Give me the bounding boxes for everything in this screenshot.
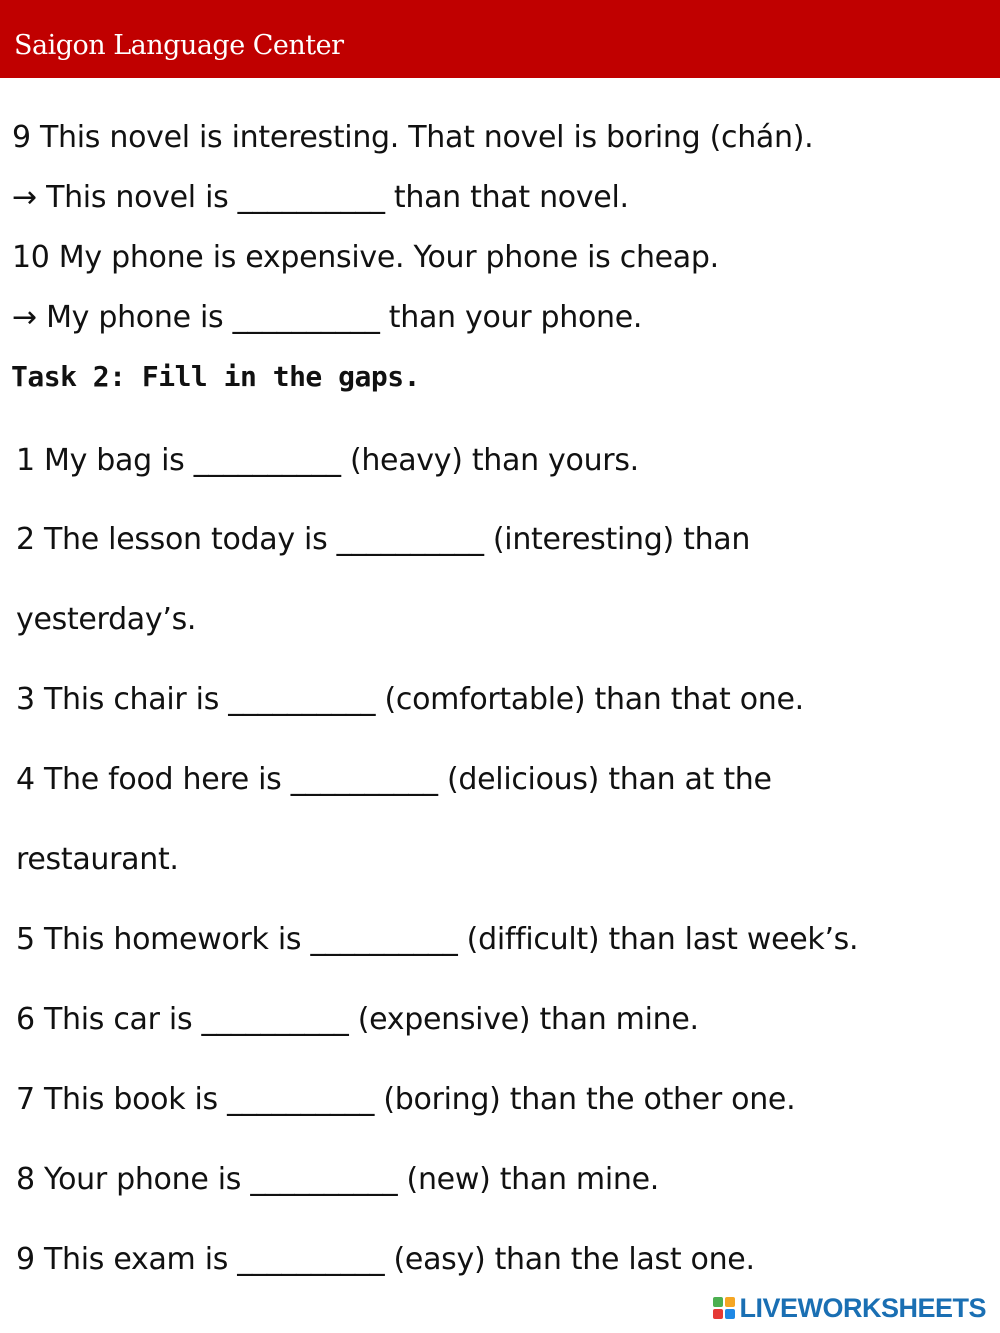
- task2-item-5: 5 This homework is __________ (difficult) than last week’s.: [16, 922, 859, 957]
- task1-line-10: 10 My phone is expensive. Your phone is cheap.: [12, 240, 719, 275]
- liveworksheets-logo-text: LIVEWORKSHEETS: [739, 1292, 986, 1323]
- task1-answer-10: → My phone is __________ than your phone.: [12, 300, 643, 335]
- liveworksheets-logo-icon: [713, 1297, 735, 1319]
- header-title: Saigon Language Center: [14, 30, 344, 61]
- header-bar: [0, 0, 1000, 78]
- liveworksheets-logo[interactable]: [713, 1291, 986, 1325]
- task2-item-6: 6 This car is __________ (expensive) than mine.: [16, 1002, 699, 1037]
- task2-item-3: 3 This chair is __________ (comfortable) than that one.: [16, 682, 804, 717]
- task2-item-1: 1 My bag is __________ (heavy) than yours.: [16, 443, 639, 478]
- task2-item-7: 7 This book is __________ (boring) than the other one.: [16, 1082, 796, 1117]
- task2-heading: Task 2: Fill in the gaps.: [11, 360, 420, 393]
- task2-item-4-cont: restaurant.: [16, 842, 179, 877]
- task2-item-9: 9 This exam is __________ (easy) than the last one.: [16, 1242, 755, 1277]
- task2-item-4: 4 The food here is __________ (delicious) than at the: [16, 762, 772, 797]
- task1-line-9: 9 This novel is interesting. That novel is boring (chán).: [12, 120, 814, 155]
- task2-item-8: 8 Your phone is __________ (new) than mine.: [16, 1162, 659, 1197]
- task2-item-2: 2 The lesson today is __________ (interesting) than: [16, 522, 751, 557]
- task1-answer-9: → This novel is __________ than that novel.: [12, 180, 629, 215]
- task2-item-2-cont: yesterday’s.: [16, 602, 197, 637]
